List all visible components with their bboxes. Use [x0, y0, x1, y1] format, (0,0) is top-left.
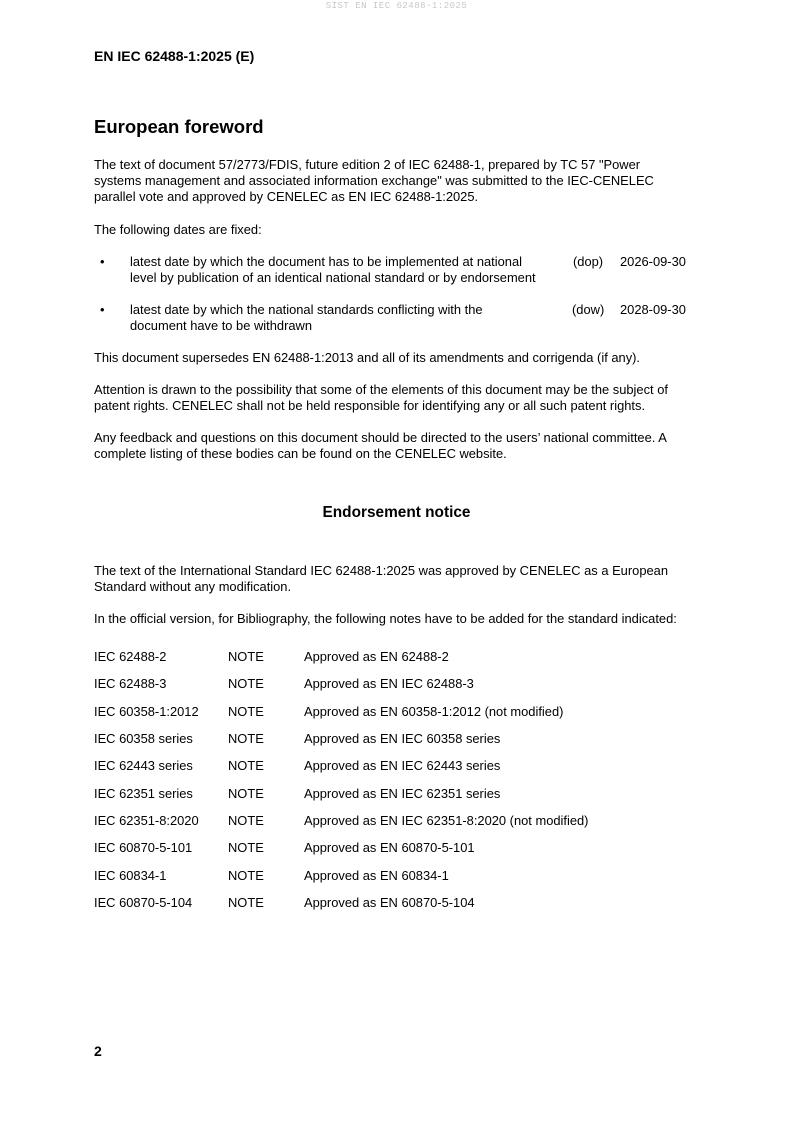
standard-id: IEC 60358-1:2012 [94, 704, 199, 719]
foreword-intro-line-3: parallel vote and approved by CENELEC as EN IEC 62488-1:2025. [94, 189, 479, 204]
approval-text: Approved as EN IEC 62351-8:2020 (not modified) [304, 813, 589, 828]
document-header: EN IEC 62488-1:2025 (E) [94, 48, 255, 64]
foreword-intro-line-2: systems management and associated information exchange" was submitted to the IEC-CENELEC [94, 173, 654, 188]
approval-text: Approved as EN 60870-5-104 [304, 895, 475, 910]
patent-line-2: patent rights. CENELEC shall not be held responsible for identifying any or all such patent rights. [94, 398, 646, 413]
feedback-line-1: Any feedback and questions on this document should be directed to the users’ national committee. A [94, 430, 667, 445]
bibliography-row [94, 676, 699, 692]
dop-date: 2026-09-30 [620, 254, 686, 269]
dop-line-1: latest date by which the document has to be implemented at national [130, 254, 522, 269]
note-label: NOTE [228, 786, 264, 801]
standard-id: IEC 62351 series [94, 786, 193, 801]
foreword-intro-line-1: The text of document 57/2773/FDIS, future edition 2 of IEC 62488-1, prepared by TC 57 "Power [94, 157, 641, 172]
dow-bullet [94, 302, 699, 334]
standard-id: IEC 60358 series [94, 731, 193, 746]
approval-text: Approved as EN IEC 62488-3 [304, 676, 474, 691]
standard-id: IEC 60870-5-104 [94, 895, 193, 910]
approval-text: Approved as EN 60358-1:2012 (not modified) [304, 704, 564, 719]
note-label: NOTE [228, 676, 264, 691]
bullet-marker: • [100, 302, 105, 317]
standard-id: IEC 62488-2 [94, 649, 167, 664]
dop-abbreviation: (dop) [573, 254, 604, 269]
bullet-marker: • [100, 254, 105, 269]
supersedes-paragraph: This document supersedes EN 62488-1:2013 and all of its amendments and corrigenda (if any). [94, 350, 641, 365]
bibliography-row [94, 731, 699, 747]
page-number: 2 [94, 1043, 102, 1059]
dow-line-1: latest date by which the national standards conflicting with the [130, 302, 483, 317]
dop-line-2: level by publication of an identical national standard or by endorsement [130, 270, 536, 285]
note-label: NOTE [228, 868, 264, 883]
endorsement-title: Endorsement notice [322, 504, 471, 521]
bibliography-row [94, 704, 699, 720]
foreword-title: European foreword [94, 116, 264, 137]
dop-bullet [94, 254, 699, 286]
approval-text: Approved as EN IEC 62351 series [304, 786, 501, 801]
bibliography-intro: In the official version, for Bibliography, the following notes have to be added for the standard indicated: [94, 611, 677, 626]
bibliography-row [94, 758, 699, 774]
bibliography-row [94, 813, 699, 829]
bibliography-row [94, 840, 699, 856]
approval-text: Approved as EN 62488-2 [304, 649, 449, 664]
note-label: NOTE [228, 649, 264, 664]
approval-text: Approved as EN IEC 60358 series [304, 731, 501, 746]
dow-abbreviation: (dow) [572, 302, 605, 317]
approval-line-2: Standard without any modification. [94, 579, 292, 594]
feedback-line-2: complete listing of these bodies can be found on the CENELEC website. [94, 446, 507, 461]
note-label: NOTE [228, 731, 264, 746]
bibliography-row [94, 786, 699, 802]
note-label: NOTE [228, 758, 264, 773]
note-label: NOTE [228, 895, 264, 910]
dates-intro: The following dates are fixed: [94, 222, 262, 237]
bibliography-row [94, 868, 699, 884]
note-label: NOTE [228, 813, 264, 828]
approval-text: Approved as EN 60870-5-101 [304, 840, 475, 855]
patent-line-1: Attention is drawn to the possibility that some of the elements of this document may be the subject of [94, 382, 668, 397]
approval-text: Approved as EN IEC 62443 series [304, 758, 501, 773]
standard-id: IEC 60870-5-101 [94, 840, 193, 855]
approval-line-1: The text of the International Standard IEC 62488-1:2025 was approved by CENELEC as a European [94, 563, 668, 578]
standard-id: IEC 62443 series [94, 758, 193, 773]
bibliography-row [94, 895, 699, 911]
standard-id: IEC 60834-1 [94, 868, 167, 883]
watermark: SIST EN IEC 62488-1:2025 [325, 1, 468, 11]
note-label: NOTE [228, 840, 264, 855]
dow-line-2: document have to be withdrawn [130, 318, 313, 333]
bibliography-row [94, 649, 699, 665]
dow-date: 2028-09-30 [620, 302, 686, 317]
standard-id: IEC 62488-3 [94, 676, 167, 691]
note-label: NOTE [228, 704, 264, 719]
approval-text: Approved as EN 60834-1 [304, 868, 449, 883]
standard-id: IEC 62351-8:2020 [94, 813, 199, 828]
